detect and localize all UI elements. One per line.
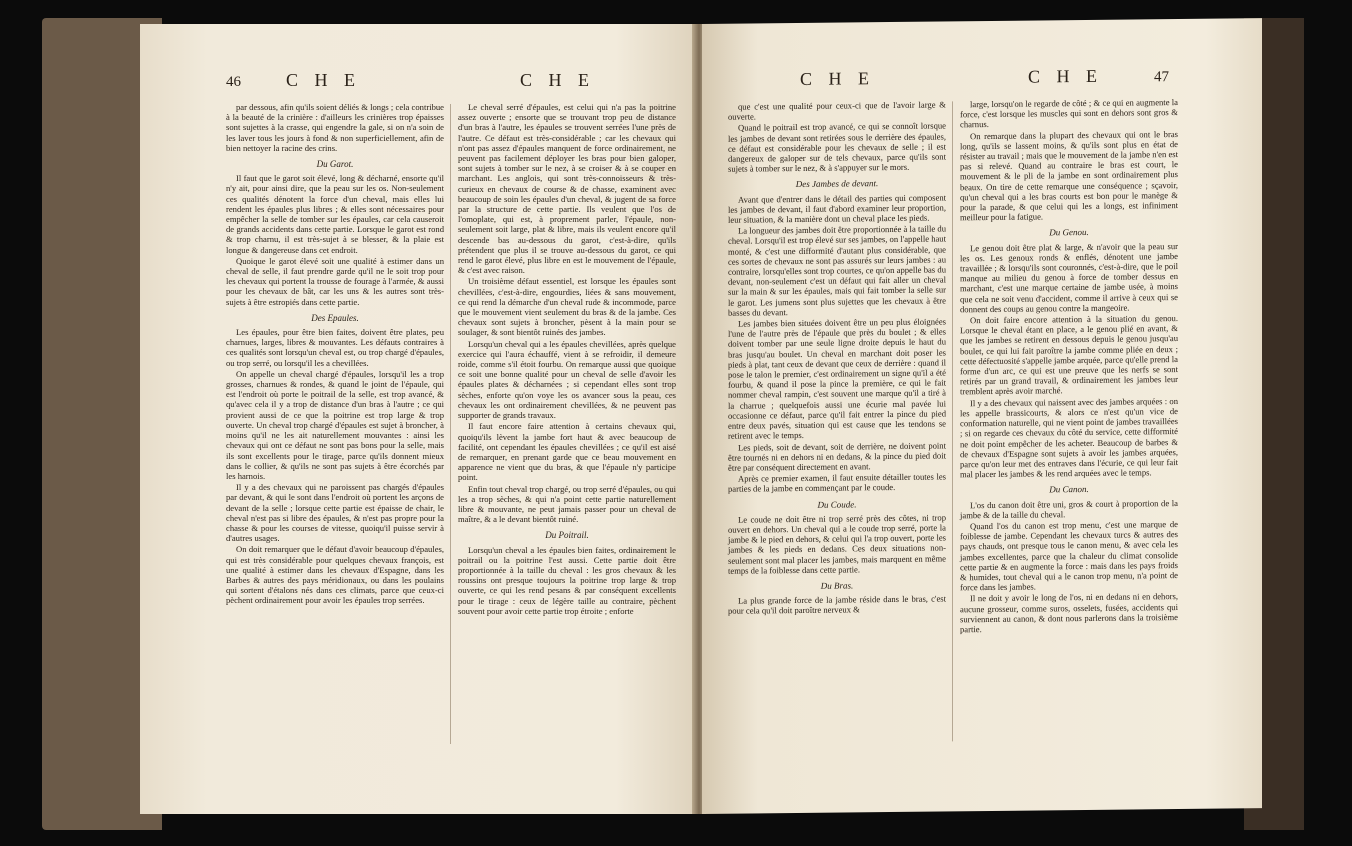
running-head-left-2: C H E [520,70,595,90]
section-heading: Des Jambes de devant. [795,178,879,190]
paragraph: On doit faire encore attention à la situation du genou. Lorsque le cheval étant en place, a le genou plié en avant, & que les jambes se retirent en dessous depuis le genou jusqu'au boulet, ce qui lui fait paroître la jambe comme pliée en deux ; cette défectuosité s'appelle jambe arquée, parce qu'elle prend la forme d'un arc, ce qui est une preuve que les nerfs se sont retirés par un grand travail, & ordinairement les jambes leur tremblent après avoir marché. [960,313,1178,397]
paragraph: Le coude ne doit être ni trop serré près des côtes, ni trop ouvert en dehors. Un cheval qui a le coude trop serré, porte la jambe & le pied en dehors, & celui qui l'a trop ouvert, porte les jambes & les pieds en dedans. Ces deux situations non-seulement sont mal placer les jambes, mais marquent en même temps de la foiblesse dans cette partie. [728,512,946,576]
paragraph: L'os du canon doit être uni, gros & court à proportion de la jambe & de la taille du cheval. [960,497,1178,521]
paragraph: Lorsqu'un cheval a les épaules bien faites, ordinairement le poitrail ou la poitrine l'est aussi. Cette partie doit être proportionnée à la taille du cheval : les gros chevaux & les roussins ont presque toujours la poitrine trop large & trop ouverte, ce qui les rend pesans & par conséquent excellents pour le tirage : ceux de légère taille au contraire, pèchent souvent pour avoir cette partie trop étroite ; enforte [458,544,676,616]
paragraph: Quand l'os du canon est trop menu, c'est une marque de foiblesse de jambe. Cependant les chevaux turcs & autres des pays chauds, ont presque tous le canon menu, & avec cela les jambes excellentes, parce que la chaleur du climat consolide cette partie & en augmente la force : mais dans les pays froids & humides, tout cheval qui a le canon trop menu, n'a point de force dans les jambes. [960,518,1178,593]
paragraph: Le cheval serré d'épaules, est celui qui n'a pas la poitrine assez ouverte ; ensorte que se trouvant trop peu de distance d'un bras à l'autre, les épaules se trouvent serrées l'une près de l'autre. Ce défaut est très-considérable ; car les chevaux qui n'ont pas assez d'épaules manquent de force ordinairement, ne peuvent pas facilement déployer les bras pour bien galoper, sont sujets à tomber sur le nez, à se croiser & à se couper en marchant. Les anglois, qui sont très-connoisseurs & très-curieux en chevaux de course & de chasse, examinent avec beaucoup de soin les épaules d'un cheval, & jugent de sa force par la structure de cette partie. Ils veulent que l'os de l'omoplate, qui est, à proprement parler, l'épaule, non-seulement soit large, plat & libre, mais ils veulent encore qu'il descende bas au-dessous du garot, c'est-à-dire, qu'ils prétendent que plus il se trouve au-dessous du garot, ce qui rend le garot élevé, plus libre en est le mouvement de l'épaule, & c'est avec raison. [458,102,676,276]
right-page-header [702,64,1262,96]
paragraph: La longueur des jambes doit être proportionnée à la taille du cheval. Lorsqu'il est trop élevé sur ses jambes, on l'appelle haut monté, & c'est une difformité d'autant plus considérable, que ces sortes de chevaux ne sont pas assurés sur leurs jambes : au contraire, lorsqu'elles sont trop courtes, ce qu'on appelle bas du devant, non-seulement c'est un défaut qui fait aller un cheval sur la main & sur les épaules, mais qui fait tomber la selle sur le garot. Les jumens sont plus sujettes que les chevaux à être basses du devant. [728,223,946,318]
right-page-column-1 [728,99,946,617]
paragraph: On appelle un cheval chargé d'épaules, lorsqu'il les a trop grosses, charnues & rondes, & quand le joint de l'épaule, qui est l'endroit où porte le poitrail de la selle, est trop avancé, & qu'avec cela il y a trop de distance d'un bras à l'autre ; ce qui provient aussi de ce que la poitrine est trop large & trop ouverte. Un cheval trop chargé d'épaules est sujet à broncher, à moins qu'il ne les ait naturellement mouvantes : ainsi les chevaux qui ont ce défaut ne sont pas bons pour la selle, mais ils sont excellents pour le tirage, parce qu'ils donnent mieux dans le collier, & qu'ils ne sont pas sujets à être écorchés par les harnois. [226,368,444,481]
paragraph: Après ce premier examen, il faut ensuite détailler toutes les parties de la jambe en commençant par le coude. [728,471,946,495]
running-head-left: C H E [286,70,361,90]
paragraph: Enfin tout cheval trop chargé, ou trop serré d'épaules, ou qui les a trop sèches, & qui n'a point cette partie naturellement libre & mouvante, ne peut jamais passer pour un cheval de maître, & a le devant bientôt ruiné. [458,483,676,525]
section-heading: Du Poitrail. [545,530,589,541]
running-head-right-2: C H E [1028,65,1103,87]
paragraph: large, lorsqu'on le regarde de côté ; & ce qui en augmente la force, c'est lorsque les muscles qui sont en dehors sont gros & charnus. [960,97,1178,130]
paragraph: Quand le poitrail est trop avancé, ce qui se connoît lorsque les jambes de devant sont retirées sous le derrière des épaules, ce défaut est considérable pour les chevaux de selle ; il est dangereux de galoper sur de tels chevaux, parce qu'ils sont sujets à tomber sur le nez, & à s'appuyer sur le mors. [728,120,946,174]
section-heading: Des Epaules. [311,312,359,323]
paragraph: Lorsqu'un cheval qui a les épaules chevillées, après quelque exercice qui l'aura échauffé, vient à se refroidir, il demeure roide, comme s'il étoit fourbu. On remarque aussi que quoique ce soit une bonne qualité pour un cheval de selle d'avoir les épaules plates & décharnées ; si cependant elles sont trop sèches, enforte qu'on voye les os avancer sous la peau, ces chevaux les ont ordinairement chevillées, & ne peuvent pas supporter de grands travaux. [458,338,676,421]
paragraph: On remarque dans la plupart des chevaux qui ont le bras long, qu'ils se lassent moins, & qu'ils sont plus en état de résister au travail ; mais que le mouvement de la jambe n'en est pas si relevé. Quand au contraire le bras est court, le mouvement & le pli de la jambe en sont ordinairement plus beaux. On tire de cette remarque une conséquence ; sçavoir, qu'un cheval qui a les bras courts est bon pour le manège & pour la parade, & que celui qui les a longs, est infiniment meilleur pour la fatigue. [960,128,1178,223]
right-page [702,18,1262,814]
column-rule [952,101,953,741]
paragraph: Il y a des chevaux qui naissent avec des jambes arquées : on les appelle brassicourts, & alors ce n'est qu'un vice de conformation naturelle, qui ne vient point de jambes travaillées ; si on regarde ces chevaux du côté du service, cette difformité ne doit point empêcher de les acheter. Beaucoup de barbes & de chevaux d'Espagne sont sujets à avoir les jambes arquées, parce qu'on leur met des entraves dans l'écurie, ce qui leur fait mal placer les jambes & les rend arquées avec le temps. [960,395,1178,480]
paragraph: Le genou doit être plat & large, & n'avoir que la peau sur les os. Les genoux ronds & enflés, dénotent une jambe travaillée ; & lorsqu'ils sont couronnés, c'est-à-dire, que le poil manque au milieu du genou à force de tomber dessus en marchant, c'est une marque certaine de jambe usée, à moins que cela ne soit venu d'accident, comme il arrive à ceux qui se donnent des coups au genou contre la mangeoire. [960,240,1178,315]
left-page-column-1 [226,102,444,607]
paragraph: Les jambes bien situées doivent être un peu plus éloignées l'une de l'autre près de l'épaule que près du boulet ; & elles doivent tomber par une seule ligne droite depuis le haut du bras jusqu'au boulet. Un cheval en marchant doit poser les pieds à plat, tant ceux de devant que ceux de derrière : quand il pose le talon le premier, c'est ordinairement un signe qu'il a été fourbu, & quand il pose la pince la première, ce qui le fait nommer cheval rampin, c'est souvent une marque qu'il a tiré à la charrue ; quelquefois aussi une écurie mal pavée lui occasionne ce défaut, parce qu'il fait entrer la pince du pied entre deux pavés, situation qui est cause que les tendons se retirent avec le temps. [728,316,946,442]
section-heading: Du Garot. [316,159,354,170]
section-heading: Du Coude. [817,498,857,510]
paragraph: On doit remarquer que le défaut d'avoir beaucoup d'épaules, qui est très considérable pour quelques chevaux françois, est une qualité à estimer dans les chevaux d'Espagne, dans les Barbes & autres des pays méridionaux, ou dans les poulains qui sortent d'étalons nés dans ces climats, parce que ceux-ci pèchent ordinairement pour avoir les épaules trop serrées. [226,544,444,606]
paragraph: par dessous, afin qu'ils soient déliés & longs ; cela contribue à la beauté de la crinière : d'ailleurs les crinières trop épaisses sont sujettes à la crasse, qui engendre la gale, si on n'a soin de les laver tous les jours à fond & non superficiellement, afin de bien nettoyer la racine des crins. [226,102,444,153]
paragraph: Il faut encore faire attention à certains chevaux qui, quoiqu'ils lèvent la jambe fort haut & avec beaucoup de facilité, ont cependant les épaules chevillées ; ce qu'il est aisé de remarquer, en prenant garde que ce beau mouvement en apparence ne vient que du bras, & que l'épaule n'y participe point. [458,421,676,483]
page-number-right: 47 [1154,69,1169,86]
column-rule [450,104,451,744]
page-number-left: 46 [226,74,241,90]
book-spread [42,18,1304,830]
section-heading: Du Genou. [1049,227,1089,238]
section-heading: Du Bras. [820,580,854,591]
section-heading: Du Canon. [1049,484,1089,495]
right-page-column-2 [960,97,1178,635]
paragraph: La plus grande force de la jambe réside dans le bras, c'est pour cela qu'il doit paroître nerveux & [728,593,946,617]
paragraph: Les pieds, soit de devant, soit de derrière, ne doivent point être tournés ni en dehors ni en dedans, & la pince du pied doit être par conséquent directement en avant. [728,439,946,473]
paragraph: que c'est une qualité pour ceux-ci que de l'avoir large & ouverte. [728,99,946,122]
left-page [140,24,700,814]
paragraph: Quoique le garot élevé soit une qualité à estimer dans un cheval de selle, il faut prendre garde qu'il ne le soit trop pour les chevaux qui portent la trousse de fourage à l'armée, & aussi pour les chevaux de bât, car les uns & les autres sont très-sujets à être estropiés dans cette partie. [226,255,444,307]
paragraph: Il ne doit y avoir le long de l'os, ni en dedans ni en dehors, aucune grosseur, comme suros, osselets, fusées, accidents qui surviennent au canon, & dont nous parlerons dans la troisième partie. [960,591,1178,635]
paragraph: Les épaules, pour être bien faites, doivent être plates, peu charnues, larges, libres & mouvantes. Les défauts contraires à ces qualités sont lorsqu'un cheval est, ou trop chargé d'épaules, ou trop serré, ou lorsqu'il les a chevillées. [226,327,444,368]
paragraph: Avant que d'entrer dans le détail des parties qui composent les jambes de devant, il faut d'abord examiner leur proportion, leur situation, & la manière dont un cheval place les pieds. [728,192,946,225]
left-page-header [140,70,700,96]
running-head-right: C H E [800,68,875,89]
paragraph: Un troisième défaut essentiel, est lorsque les épaules sont chevillées, c'est-à-dire, engourdies, liées & sans mouvement, ce qui rend la démarche d'un cheval rude & incommode, parce que le mouvement vient seulement du bras & de la jambe. Ces chevaux sont sujets à broncher, pèsent à la main pour se soulager, & sont bientôt ruinés des jambes. [458,276,676,338]
left-page-column-2 [458,102,676,617]
paragraph: Il faut que le garot soit élevé, long & décharné, ensorte qu'il n'y ait, pour ainsi dire, que la peau sur les os. Non-seulement ces qualités dénotent la force d'un cheval, mais elles lui rendent les épaules plus libres ; & elles sont nécessaires pour empêcher la selle de tomber sur les épaules, car cela causeroit de grands accidents dans cette partie. Lorsque le garot est rond & trop charnu, il est très-sujet à se blesser, & la plaie est longue & dangereuse dans cet endroit. [226,173,444,255]
paragraph: Il y a des chevaux qui ne paroissent pas chargés d'épaules par devant, & qui le sont dans l'endroit où portent les arçons de devant de la selle ; lorsque cette partie est épaisse de chair, le cheval n'est pas si libre des épaules, & n'est pas propre pour la chasse & pour les courses de vitesse, quoiqu'il puisse servir à d'autres usages. [226,482,444,544]
